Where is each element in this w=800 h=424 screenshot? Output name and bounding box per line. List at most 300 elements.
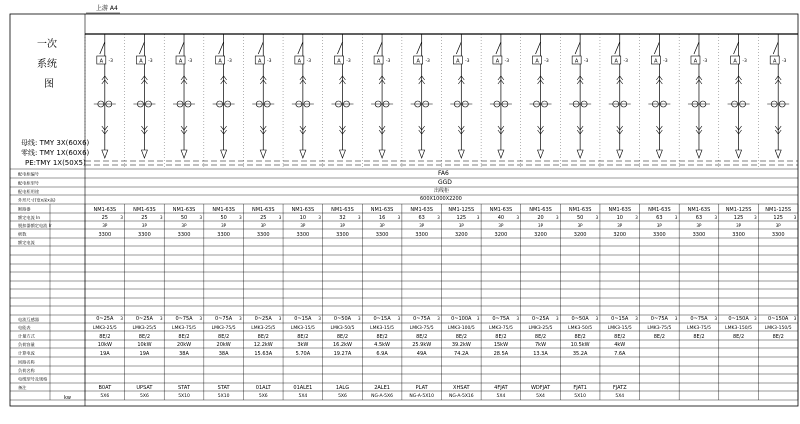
feeder-frame-current: 10 <box>616 215 623 221</box>
feeder-meter: 8E/2 <box>297 334 309 340</box>
breaker-symbol-text: A <box>495 58 500 65</box>
feeder-breaker-model: NM1-63S <box>608 207 632 213</box>
feeder-ct-range: 0~15A <box>294 316 312 322</box>
diagram-title-line-2: 系统 <box>37 59 57 70</box>
feeder-pole-count: 3P <box>656 223 662 228</box>
feeder-ct-poles: 3 <box>358 316 361 321</box>
feeder-meter: 8E/2 <box>653 334 665 340</box>
diagram-title-line-3: 图 <box>44 79 54 90</box>
feeder-breaker-model: NM1-63S <box>529 207 552 213</box>
feeder-trip-setting: 3300 <box>771 232 785 238</box>
feeder-load-name: B0AT <box>98 385 112 391</box>
feeder-ct-model: LMK3-15/5 <box>290 326 315 331</box>
feeder-ct-range: 0~25A <box>254 316 272 322</box>
breaker-symbol-text: A <box>416 58 420 65</box>
feeder-pole-count: 3P <box>498 223 504 228</box>
feeder-poles: 3 <box>516 215 519 220</box>
row-label: 电能表 <box>18 325 31 330</box>
breaker-symbol-suffix: -3 <box>267 59 272 64</box>
feeder-frame-current: 63 <box>418 215 425 221</box>
feeder-ct-model: LMK3-75/5 <box>647 326 672 331</box>
feeder-ct-poles: 3 <box>239 316 242 321</box>
breaker-symbol-suffix: -3 <box>187 59 193 64</box>
feeder-trip-setting: 3300 <box>336 232 349 238</box>
breaker-symbol-text: A <box>337 58 341 65</box>
feeder-breaker-model: NM1-63S <box>568 207 592 213</box>
feeder-trip-setting: 3200 <box>494 232 508 238</box>
feeder-cable: 5X6 <box>338 394 347 399</box>
feeder-current: 28.5A <box>493 351 509 357</box>
breaker-symbol-suffix: -3 <box>583 59 589 64</box>
feeder-ct-model: LMK3-75/5 <box>409 326 434 331</box>
breaker-symbol-text: A <box>654 58 658 65</box>
feeder-cable: 5X4 <box>536 394 545 399</box>
feeder-breaker-model: NM1-63S <box>410 207 433 213</box>
feeder-power: 39.2kW <box>451 342 471 348</box>
cabinet-number-value: FA6 <box>438 170 449 177</box>
feeder-frame-current: 20 <box>537 215 544 221</box>
feeder-power: 10.5kW <box>570 342 590 348</box>
feeder-load-name: STAT <box>178 385 190 391</box>
feeder-ct-poles: 3 <box>595 316 599 321</box>
feeder-load-name: 1ALG <box>335 385 350 391</box>
feeder-ct-range: 0~150A <box>728 316 749 322</box>
feeder-ct-model: LMK3-50/5 <box>330 326 355 331</box>
breaker-contact <box>496 42 501 54</box>
feeder-ct-range: 0~150A <box>768 316 789 322</box>
feeder-cable: 5X6 <box>100 394 110 399</box>
feeder-meter: 8E/2 <box>416 334 428 340</box>
feeder-ct-poles: 3 <box>476 316 480 321</box>
breaker-contact <box>100 42 105 54</box>
cable-end-arrow <box>221 150 227 158</box>
feeder-ct-range: 0~75A <box>215 316 233 322</box>
feeder-power: 10kW <box>97 342 112 348</box>
feeder-ct-model: LMK3-75/5 <box>211 326 236 331</box>
breaker-symbol-suffix: -3 <box>702 59 708 64</box>
feeder-pole-count: 3P <box>300 223 306 228</box>
feeder-power: 3kW <box>297 342 309 348</box>
feeder-ct-range: 0~25A <box>531 316 550 322</box>
cabinet-reference: 上游 A4 <box>96 5 118 12</box>
feeder-poles: 3 <box>239 215 242 220</box>
feeder-ct-range: 0~100A <box>451 316 472 322</box>
feeder-poles: 3 <box>199 215 203 220</box>
feeder-breaker-model: NM1-63S <box>93 207 117 213</box>
feeder-frame-current: 50 <box>576 215 584 221</box>
breaker-contact <box>337 42 342 54</box>
breaker-contact <box>417 42 422 54</box>
feeder-meter: 8E/2 <box>732 334 745 340</box>
feeder-ct-range: 0~75A <box>413 316 431 322</box>
feeder-meter: 8E/2 <box>772 334 784 340</box>
feeder-meter: 8E/2 <box>534 334 547 340</box>
feeder-pole-count: 3P <box>102 223 108 228</box>
breaker-contact <box>734 42 739 54</box>
feeder-pole-count: 3P <box>419 223 425 228</box>
feeder-trip-setting: 3200 <box>613 232 627 238</box>
feeder-ct-range: 0~25A <box>96 316 114 322</box>
feeder-meter: 8E/2 <box>178 334 190 340</box>
cable-end-arrow <box>260 150 266 158</box>
feeder-load-name: XHSAT <box>453 385 470 391</box>
feeder-load-name: 01ALT <box>255 385 271 391</box>
breaker-symbol-suffix: -3 <box>306 59 312 64</box>
feeder-ct-range: 0~75A <box>175 316 193 322</box>
feeder-breaker-model: NM1-63S <box>251 207 275 213</box>
row-label: 负荷容量 <box>18 342 35 347</box>
feeder-ct-poles: 3 <box>278 316 282 321</box>
feeder-current: 38A <box>179 351 189 357</box>
feeder-trip-setting: 3200 <box>534 232 547 238</box>
feeder-load-name: PLAT <box>415 385 428 391</box>
cable-end-arrow <box>696 150 702 158</box>
breaker-symbol-text: A <box>535 58 539 65</box>
feeder-pole-count: 3P <box>339 223 345 228</box>
breaker-symbol-suffix: -3 <box>465 59 470 64</box>
feeder-ct-poles: 3 <box>516 316 519 321</box>
cable-end-arrow <box>656 150 662 158</box>
feeder-current: 35.2A <box>572 351 588 357</box>
breaker-symbol-suffix: -3 <box>544 59 549 64</box>
feeder-pole-count: 3P <box>379 223 385 228</box>
feeder-breaker-model: NM1-63S <box>687 207 711 213</box>
row-label: 脱扣器额定电流 Ir <box>18 223 52 228</box>
breaker-symbol-text: A <box>139 58 143 65</box>
row-label: 断路器 <box>18 206 31 212</box>
breaker-symbol-text: A <box>574 58 579 65</box>
feeder-pole-count: 3P <box>538 223 544 228</box>
feeder-pole-count: 3P <box>736 223 742 228</box>
row-label: 负荷名称 <box>18 368 35 373</box>
breaker-contact <box>258 42 263 54</box>
feeder-ct-model: LMK3-150/5 <box>725 326 752 331</box>
feeder-cable: 5X10 <box>178 394 190 399</box>
row-label: 回路名称 <box>18 359 35 365</box>
feeder-ct-poles: 3 <box>397 316 401 321</box>
feeder-breaker-model: NM1-63S <box>133 207 156 213</box>
feeder-breaker-model: NM1-63S <box>648 207 671 213</box>
feeder-trip-setting: 3300 <box>138 232 151 238</box>
row-label: 配电柜型号 <box>18 180 39 186</box>
feeder-poles: 3 <box>476 215 480 220</box>
feeder-ct-poles: 3 <box>159 316 163 321</box>
feeder-frame-current: 125 <box>733 215 744 221</box>
row-label: 备注 <box>18 385 27 390</box>
feeder-ct-poles: 3 <box>674 316 678 321</box>
cable-end-arrow <box>379 150 385 158</box>
breaker-symbol-text: A <box>456 58 460 65</box>
breaker-symbol-suffix: -3 <box>227 59 232 64</box>
neutral-bar-label: 零线: TMY 1X(60X6) <box>21 149 90 157</box>
feeder-breaker-model: NM1-63S <box>172 207 196 213</box>
breaker-symbol-suffix: -3 <box>623 59 628 64</box>
feeder-poles: 3 <box>556 215 559 220</box>
feeder-meter: 8E/2 <box>693 334 705 340</box>
breaker-symbol-suffix: -3 <box>425 59 430 64</box>
cable-end-arrow <box>538 150 544 158</box>
feeder-cable: 5X6 <box>258 394 268 399</box>
feeder-current: 19A <box>139 351 150 357</box>
feeder-load-name: 4FJAT <box>494 385 508 391</box>
cable-end-arrow <box>736 150 742 158</box>
feeder-trip-setting: 3300 <box>177 232 191 238</box>
feeder-frame-current: 50 <box>180 215 188 221</box>
feeder-current: 38A <box>218 351 229 357</box>
feeder-ct-model: LMK3-100/5 <box>447 326 475 331</box>
feeder-poles: 3 <box>595 215 599 220</box>
cable-end-arrow <box>498 150 504 158</box>
feeder-frame-current: 16 <box>378 215 386 221</box>
breaker-symbol-text: A <box>614 58 618 65</box>
feeder-trip-setting: 3300 <box>296 232 310 238</box>
breaker-symbol-suffix: -3 <box>385 59 391 64</box>
feeder-trip-setting: 3300 <box>256 232 270 238</box>
cable-end-arrow <box>102 150 108 158</box>
feeder-trip-setting: 3200 <box>454 232 468 238</box>
feeder-ct-poles: 3 <box>199 316 203 321</box>
feeder-current: 7.6A <box>614 351 626 357</box>
feeder-pole-count: 3P <box>141 223 147 228</box>
feeder-pole-count: 3P <box>221 223 227 228</box>
cable-end-arrow <box>181 150 187 158</box>
feeder-meter: 8E/2 <box>99 334 111 340</box>
breaker-symbol-suffix: -3 <box>781 59 787 64</box>
feeder-power: 12.2kW <box>253 342 273 348</box>
feeder-power: 15kW <box>493 342 509 348</box>
cabinet-model-value: GGD <box>438 179 452 186</box>
feeder-poles: 3 <box>278 215 282 220</box>
feeder-current: 15.63A <box>254 351 273 357</box>
feeder-trip-setting: 3300 <box>732 232 745 238</box>
feeder-meter: 8E/2 <box>455 334 467 340</box>
outer-frame <box>10 14 798 406</box>
feeder-frame-current: 32 <box>339 215 346 221</box>
cable-end-arrow <box>617 150 623 158</box>
cabinet-size-value: 600X1000X2200 <box>420 196 462 202</box>
feeder-frame-current: 125 <box>773 215 783 221</box>
feeder-breaker-model: NM1-63S <box>291 207 315 213</box>
feeder-breaker-model: NM1-63S <box>331 207 354 213</box>
feeder-load-name: WDFJAT <box>530 385 551 391</box>
row-label: 额定电流 In <box>18 215 40 220</box>
feeder-ct-range: 0~15A <box>373 316 391 322</box>
feeder-pole-count: 3P <box>260 223 266 228</box>
feeder-poles: 3 <box>437 215 440 220</box>
breaker-symbol-text: A <box>178 58 183 65</box>
feeder-breaker-model: NM1-125S <box>725 207 752 213</box>
feeder-power: 20kW <box>176 342 192 348</box>
cabinet-purpose-value: 出线柜 <box>434 188 450 194</box>
cable-end-arrow <box>300 150 306 158</box>
feeder-load-name: 01ALE1 <box>293 385 313 391</box>
feeder-ct-range: 0~50A <box>333 316 352 322</box>
feeder-frame-current: 63 <box>656 215 663 221</box>
feeder-cable: 5X4 <box>615 394 625 399</box>
feeder-breaker-model: NM1-125S <box>448 207 475 213</box>
breaker-symbol-suffix: -3 <box>148 59 153 64</box>
feeder-poles: 3 <box>754 215 757 220</box>
breaker-symbol-text: A <box>733 58 737 65</box>
cable-end-arrow <box>339 150 345 158</box>
feeder-current: 13.3A <box>533 351 548 357</box>
breaker-symbol-suffix: -3 <box>663 59 668 64</box>
feeder-pole-count: 3P <box>617 223 623 228</box>
breaker-contact <box>654 42 659 54</box>
breaker-contact <box>536 42 541 54</box>
feeder-current: 5.70A <box>295 351 311 357</box>
breaker-contact <box>377 42 382 54</box>
feeder-pole-count: 3P <box>181 223 187 228</box>
feeder-ct-poles: 3 <box>754 316 757 321</box>
feeder-meter: 8E/2 <box>614 334 626 340</box>
feeder-trip-setting: 3300 <box>217 232 231 238</box>
feeder-cable: NG-A-5X10 <box>409 394 435 399</box>
breaker-contact <box>456 42 461 54</box>
feeder-cable: 5X10 <box>574 394 586 399</box>
feeder-frame-current: 50 <box>220 215 227 221</box>
feeder-meter: 8E/2 <box>574 334 586 340</box>
feeder-power: 4kW <box>614 342 626 348</box>
feeder-meter: 8E/2 <box>376 334 388 340</box>
feeder-trip-setting: 3300 <box>692 232 706 238</box>
feeder-current: 49A <box>416 351 427 357</box>
breaker-contact <box>694 42 699 54</box>
feeder-power: 4.5kW <box>374 342 390 348</box>
feeder-cable: 5X10 <box>217 394 230 399</box>
feeder-poles: 3 <box>159 215 163 220</box>
feeder-ct-range: 0~25A <box>135 316 153 322</box>
breaker-symbol-text: A <box>297 58 302 65</box>
row-label: 计算电流 <box>18 350 35 356</box>
feeder-frame-current: 25 <box>141 215 148 221</box>
breaker-contact <box>139 42 144 54</box>
row-label: 额定电流 <box>18 240 35 245</box>
feeder-cable: 5X4 <box>298 394 308 399</box>
feeder-trip-setting: 3200 <box>573 232 587 238</box>
feeder-trip-setting: 3300 <box>98 232 112 238</box>
feeder-poles: 3 <box>397 215 401 220</box>
feeder-current: 6.9A <box>376 351 388 357</box>
feeder-frame-current: 63 <box>695 215 703 221</box>
feeder-ct-range: 0~75A <box>690 316 708 322</box>
feeder-ct-model: LMK3-25/5 <box>132 326 157 331</box>
feeder-power: 16.2kW <box>332 342 352 348</box>
breaker-symbol-text: A <box>258 58 262 65</box>
feeder-trip-setting: 3300 <box>652 232 666 238</box>
feeder-ct-model: LMK3-15/5 <box>607 326 632 331</box>
feeder-meter: 8E/2 <box>495 334 507 340</box>
feeder-load-name: FJATZ <box>612 385 627 391</box>
feeder-frame-current: 10 <box>299 215 307 221</box>
feeder-poles: 3 <box>635 215 638 220</box>
feeder-power: 10kW <box>137 342 152 348</box>
feeder-pole-count: 3P <box>696 223 702 228</box>
feeder-poles: 3 <box>120 215 123 220</box>
feeder-ct-poles: 3 <box>556 316 559 321</box>
breaker-symbol-text: A <box>693 58 698 65</box>
feeder-ct-poles: 3 <box>635 316 638 321</box>
feeder-current: 74.2A <box>454 351 469 357</box>
feeder-meter: 8E/2 <box>138 334 151 340</box>
row-label: 电流互感器 <box>18 317 39 322</box>
feeder-ct-poles: 3 <box>714 316 718 321</box>
feeder-trip-setting: 3300 <box>375 232 389 238</box>
busbar-label: 母线: TMY 3X(60X6) <box>21 139 90 147</box>
feeder-load-name: FJAT1 <box>573 385 587 391</box>
feeder-ct-model: LMK3-25/5 <box>92 326 117 331</box>
breaker-contact <box>773 42 778 54</box>
cable-end-arrow <box>141 150 147 158</box>
breaker-contact <box>575 42 580 54</box>
feeder-ct-model: LMK3-150/5 <box>764 326 792 331</box>
feeder-frame-current: 125 <box>456 215 467 221</box>
breaker-symbol-suffix: -3 <box>108 59 114 64</box>
breaker-symbol-text: A <box>218 58 222 65</box>
row-label: 计量方式 <box>18 333 35 339</box>
feeder-ct-model: LMK3-25/5 <box>251 326 276 331</box>
feeder-breaker-model: NM1-125S <box>765 207 792 213</box>
feeder-pole-count: 3P <box>458 223 464 228</box>
feeder-poles: 3 <box>793 215 797 220</box>
feeder-ct-poles: 3 <box>437 316 440 321</box>
breaker-symbol-suffix: -3 <box>504 59 510 64</box>
pe-bar-label: PE:TMY 1X(50X5) <box>25 159 86 167</box>
feeder-ct-range: 0~15A <box>611 316 629 322</box>
row-label: 电缆型号及规格 <box>18 376 48 382</box>
feeder-ct-range: 0~75A <box>492 316 510 322</box>
feeder-current: 19A <box>99 351 110 357</box>
feeder-power: 25.9kW <box>412 342 432 348</box>
feeder-load-name: STAT <box>217 385 230 391</box>
feeder-trip-setting: 3300 <box>415 232 429 238</box>
feeder-meter: 8E/2 <box>336 334 349 340</box>
feeder-ct-poles: 3 <box>793 316 797 321</box>
feeder-breaker-model: NM1-63S <box>370 207 394 213</box>
feeder-pole-count: 3P <box>775 223 781 228</box>
feeder-ct-model: LMK3-75/5 <box>172 326 196 331</box>
feeder-current: 19.27A <box>333 351 352 357</box>
row-label: 配电柜编号 <box>18 171 39 177</box>
feeder-poles: 3 <box>714 215 718 220</box>
feeder-ct-poles: 3 <box>318 316 321 321</box>
feeder-breaker-model: NM1-63S <box>212 207 235 213</box>
feeder-frame-current: 25 <box>101 215 108 221</box>
breaker-symbol-text: A <box>99 58 104 65</box>
feeder-frame-current: 40 <box>497 215 505 221</box>
feeder-frame-current: 25 <box>260 215 267 221</box>
row-label: 极数 <box>18 231 27 237</box>
breaker-symbol-suffix: -3 <box>742 59 747 64</box>
feeder-cable: 5X6 <box>140 394 149 399</box>
feeder-ct-range: 0~50A <box>571 316 589 322</box>
breaker-symbol-suffix: -3 <box>346 59 351 64</box>
feeder-power: 20kW <box>216 342 231 348</box>
cable-end-arrow <box>775 150 781 158</box>
cable-end-arrow <box>577 150 583 158</box>
feeder-ct-model: LMK3-25/5 <box>528 326 553 331</box>
feeder-meter: 8E/2 <box>218 334 230 340</box>
feeder-breaker-model: NM1-63S <box>489 207 513 213</box>
breaker-symbol-text: A <box>376 58 381 65</box>
breaker-contact <box>615 42 620 54</box>
cable-end-arrow <box>458 150 464 158</box>
row-label: 外形尺寸(宽x深x高) <box>18 197 56 203</box>
feeder-poles: 3 <box>674 215 678 220</box>
feeder-ct-model: LMK3-75/5 <box>488 326 513 331</box>
feeder-poles: 3 <box>318 215 321 220</box>
feeder-cable: NG-A-5X6 <box>371 394 393 399</box>
